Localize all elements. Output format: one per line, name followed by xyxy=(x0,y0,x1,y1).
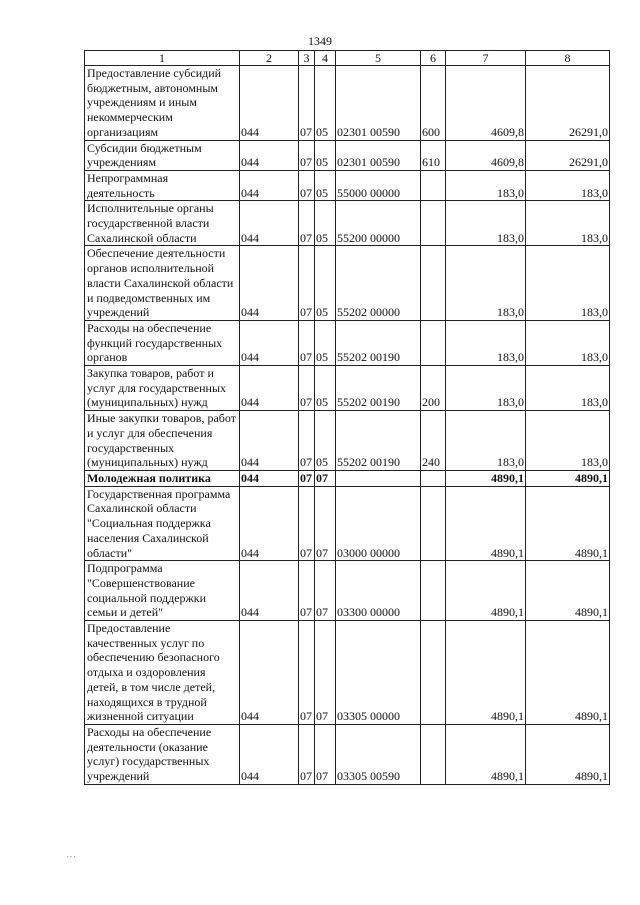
row-ved-cell: 044 xyxy=(240,170,299,200)
row-name-cell: Закупка товаров, работ и услуг для государственных (муниципальных) нужд xyxy=(85,366,240,411)
row-section-cell: 07 xyxy=(299,246,315,321)
row-amount-1-cell: 4890,1 xyxy=(446,561,526,621)
table-body xyxy=(85,66,610,785)
row-amount-1-cell: 4609,8 xyxy=(446,66,526,141)
row-subsection-cell: 05 xyxy=(315,246,336,321)
row-expense-type-cell xyxy=(421,724,446,784)
row-expense-type-cell xyxy=(421,170,446,200)
table-row xyxy=(85,621,610,725)
row-ved-cell: 044 xyxy=(240,66,299,141)
row-target-article-cell: 55202 00190 xyxy=(336,366,421,411)
row-amount-1-cell: 4890,1 xyxy=(446,621,526,725)
row-section-cell: 07 xyxy=(299,140,315,170)
header-cell: 2 xyxy=(240,51,299,66)
row-target-article-cell: 02301 00590 xyxy=(336,66,421,141)
table-row xyxy=(85,470,610,486)
row-subsection-cell: 05 xyxy=(315,201,336,246)
budget-table xyxy=(84,50,610,785)
row-amount-1-cell: 4890,1 xyxy=(446,724,526,784)
row-amount-2-cell: 183,0 xyxy=(526,201,610,246)
table-header xyxy=(85,51,610,66)
header-cell: 5 xyxy=(336,51,421,66)
row-name-cell: Иные закупки товаров, работ и услуг для обеспечения государственных (муниципальных) нужд xyxy=(85,411,240,471)
row-name-cell: Обеспечение деятельности органов исполнительной власти Сахалинской области и подведомственных им учреждений xyxy=(85,246,240,321)
row-section-cell: 07 xyxy=(299,621,315,725)
table-row xyxy=(85,201,610,246)
row-section-cell: 07 xyxy=(299,201,315,246)
row-subsection-cell: 07 xyxy=(315,470,336,486)
row-subsection-cell: 05 xyxy=(315,140,336,170)
row-amount-2-cell: 183,0 xyxy=(526,366,610,411)
table-row xyxy=(85,140,610,170)
row-amount-1-cell: 183,0 xyxy=(446,366,526,411)
row-name-cell: Подпрограмма "Совершенствование социальной поддержки семьи и детей" xyxy=(85,561,240,621)
row-ved-cell: 044 xyxy=(240,411,299,471)
row-subsection-cell: 05 xyxy=(315,320,336,365)
row-amount-2-cell: 4890,1 xyxy=(526,621,610,725)
row-ved-cell: 044 xyxy=(240,561,299,621)
row-amount-1-cell: 4609,8 xyxy=(446,140,526,170)
row-amount-1-cell: 4890,1 xyxy=(446,486,526,561)
row-target-article-cell: 55202 00000 xyxy=(336,246,421,321)
row-amount-1-cell: 183,0 xyxy=(446,411,526,471)
row-ved-cell: 044 xyxy=(240,724,299,784)
row-name-cell: Расходы на обеспечение функций государственных органов xyxy=(85,320,240,365)
row-subsection-cell: 07 xyxy=(315,561,336,621)
row-amount-1-cell: 183,0 xyxy=(446,320,526,365)
row-name-cell: Исполнительные органы государственной власти Сахалинской области xyxy=(85,201,240,246)
table-row xyxy=(85,411,610,471)
row-amount-2-cell: 4890,1 xyxy=(526,561,610,621)
row-expense-type-cell: 200 xyxy=(421,366,446,411)
row-amount-1-cell: 183,0 xyxy=(446,201,526,246)
row-expense-type-cell xyxy=(421,320,446,365)
row-amount-2-cell: 4890,1 xyxy=(526,724,610,784)
table-row xyxy=(85,486,610,561)
row-section-cell: 07 xyxy=(299,724,315,784)
row-name-cell: Субсидии бюджетным учреждениям xyxy=(85,140,240,170)
row-target-article-cell: 03305 00000 xyxy=(336,621,421,725)
header-cell: 6 xyxy=(421,51,446,66)
row-expense-type-cell: 610 xyxy=(421,140,446,170)
row-target-article-cell: 55200 00000 xyxy=(336,201,421,246)
header-cell: 8 xyxy=(526,51,610,66)
row-section-cell: 07 xyxy=(299,411,315,471)
row-amount-1-cell: 183,0 xyxy=(446,246,526,321)
row-target-article-cell: 55202 00190 xyxy=(336,411,421,471)
row-target-article-cell xyxy=(336,470,421,486)
row-subsection-cell: 05 xyxy=(315,66,336,141)
row-ved-cell: 044 xyxy=(240,366,299,411)
row-subsection-cell: 07 xyxy=(315,621,336,725)
row-target-article-cell: 02301 00590 xyxy=(336,140,421,170)
table-row xyxy=(85,724,610,784)
row-ved-cell: 044 xyxy=(240,486,299,561)
row-expense-type-cell: 600 xyxy=(421,66,446,141)
table-row xyxy=(85,66,610,141)
row-amount-2-cell: 183,0 xyxy=(526,320,610,365)
row-amount-2-cell: 183,0 xyxy=(526,246,610,321)
row-ved-cell: 044 xyxy=(240,621,299,725)
row-ved-cell: 044 xyxy=(240,246,299,321)
row-ved-cell: 044 xyxy=(240,201,299,246)
row-expense-type-cell xyxy=(421,486,446,561)
row-ved-cell: 044 xyxy=(240,140,299,170)
row-name-cell: Расходы на обеспечение деятельности (оказание услуг) государственных учреждений xyxy=(85,724,240,784)
row-expense-type-cell xyxy=(421,561,446,621)
row-amount-2-cell: 183,0 xyxy=(526,170,610,200)
row-subsection-cell: 05 xyxy=(315,170,336,200)
row-expense-type-cell: 240 xyxy=(421,411,446,471)
row-name-cell: Предоставление качественных услуг по обеспечению безопасного отдыха и оздоровления детей, в том числе детей, находящихся в трудной жизненной ситуации xyxy=(85,621,240,725)
row-section-cell: 07 xyxy=(299,470,315,486)
row-amount-1-cell: 4890,1 xyxy=(446,470,526,486)
table-row xyxy=(85,320,610,365)
table-row xyxy=(85,366,610,411)
row-amount-2-cell: 4890,1 xyxy=(526,470,610,486)
row-subsection-cell: 07 xyxy=(315,724,336,784)
row-name-cell: Государственная программа Сахалинской области "Социальная поддержка населения Сахалинской области" xyxy=(85,486,240,561)
row-ved-cell: 044 xyxy=(240,320,299,365)
row-section-cell: 07 xyxy=(299,170,315,200)
row-amount-1-cell: 183,0 xyxy=(446,170,526,200)
row-name-cell: Молодежная политика xyxy=(85,470,240,486)
row-section-cell: 07 xyxy=(299,486,315,561)
row-target-article-cell: 03000 00000 xyxy=(336,486,421,561)
row-amount-2-cell: 183,0 xyxy=(526,411,610,471)
row-section-cell: 07 xyxy=(299,320,315,365)
row-ved-cell: 044 xyxy=(240,470,299,486)
page-number: 1349 xyxy=(308,34,332,48)
row-target-article-cell: 55000 00000 xyxy=(336,170,421,200)
row-target-article-cell: 55202 00190 xyxy=(336,320,421,365)
row-name-cell: Непрограммная деятельность xyxy=(85,170,240,200)
row-expense-type-cell xyxy=(421,621,446,725)
row-amount-2-cell: 4890,1 xyxy=(526,486,610,561)
row-subsection-cell: 05 xyxy=(315,411,336,471)
row-target-article-cell: 03300 00000 xyxy=(336,561,421,621)
row-subsection-cell: 07 xyxy=(315,486,336,561)
table-row xyxy=(85,246,610,321)
row-section-cell: 07 xyxy=(299,366,315,411)
header-cell: 1 xyxy=(85,51,240,66)
row-expense-type-cell xyxy=(421,470,446,486)
header-cell: 7 xyxy=(446,51,526,66)
row-name-cell: Предоставление субсидий бюджетным, автономным учреждениям и иным некоммерческим организациям xyxy=(85,66,240,141)
row-amount-2-cell: 26291,0 xyxy=(526,66,610,141)
row-subsection-cell: 05 xyxy=(315,366,336,411)
row-amount-2-cell: 26291,0 xyxy=(526,140,610,170)
header-cell: 4 xyxy=(315,51,336,66)
row-expense-type-cell xyxy=(421,201,446,246)
table-row xyxy=(85,170,610,200)
row-expense-type-cell xyxy=(421,246,446,321)
header-row xyxy=(85,51,610,66)
scan-mark: ⋅⋅⋅ xyxy=(66,852,77,863)
row-section-cell: 07 xyxy=(299,561,315,621)
header-cell: 3 xyxy=(299,51,315,66)
row-section-cell: 07 xyxy=(299,66,315,141)
table-row xyxy=(85,561,610,621)
row-target-article-cell: 03305 00590 xyxy=(336,724,421,784)
